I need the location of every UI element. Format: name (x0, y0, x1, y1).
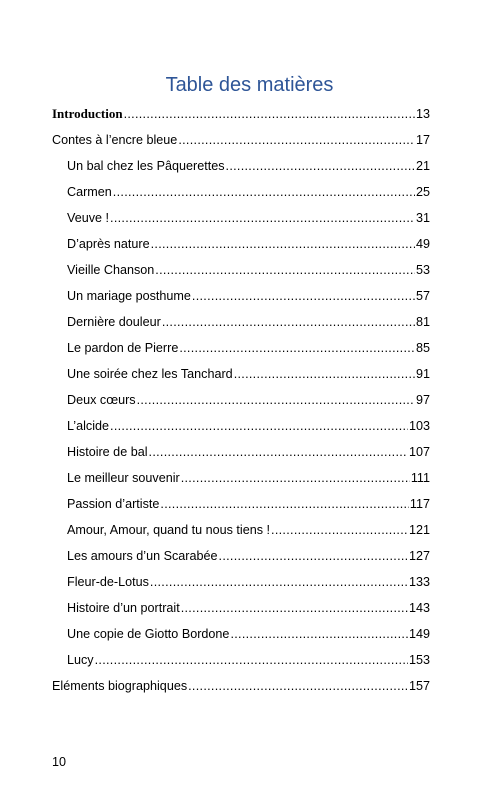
dot-leader (192, 283, 415, 309)
toc-entry-page: 13 (415, 107, 430, 121)
dot-leader (219, 543, 408, 569)
toc-entry (52, 205, 430, 231)
toc-entry-title: Deux cœurs (67, 393, 136, 407)
dot-leader (226, 153, 415, 179)
toc-entry-title: Fleur-de-Lotus (67, 575, 149, 589)
toc-entry-title: Dernière douleur (67, 315, 161, 329)
toc-entry-page: 91 (415, 367, 430, 381)
dot-leader (178, 127, 415, 153)
toc-entry-title: Le pardon de Pierre (67, 341, 179, 355)
toc-entry-page: 121 (408, 523, 430, 537)
toc-entry-title: Un mariage posthume (67, 289, 191, 303)
toc-entry-title: Eléments biographiques (52, 679, 188, 693)
toc-entry-page: 21 (415, 159, 430, 173)
toc-entry-page: 85 (415, 341, 430, 355)
toc-entry (52, 543, 430, 569)
toc-entry-title: Histoire d’un portrait (67, 601, 180, 615)
toc-entry-title: Carmen (67, 185, 112, 199)
toc-entry-page: 153 (408, 653, 430, 667)
toc-entry-title: Veuve ! (67, 211, 110, 225)
dot-leader (188, 673, 408, 699)
toc-entry (52, 621, 430, 647)
toc-entry (52, 231, 430, 257)
dot-leader (181, 465, 410, 491)
toc-entry-title: Histoire de bal (67, 445, 148, 459)
toc-entry (52, 153, 430, 179)
toc-entry (52, 517, 430, 543)
toc-entry-page: 103 (408, 419, 430, 433)
dot-leader (124, 101, 415, 127)
toc-entry-page: 143 (408, 601, 430, 615)
dot-leader (155, 257, 415, 283)
toc-entry-title: L’alcide (67, 419, 110, 433)
toc-entry-title: Amour, Amour, quand tu nous tiens ! (67, 523, 271, 537)
toc-entry-page: 107 (408, 445, 430, 459)
toc-list (52, 101, 430, 699)
toc-entry (52, 361, 430, 387)
toc-entry (52, 335, 430, 361)
toc-entry-page: 57 (415, 289, 430, 303)
toc-entry (52, 179, 430, 205)
dot-leader (113, 179, 415, 205)
toc-entry (52, 283, 430, 309)
toc-entry (52, 127, 430, 153)
toc-entry-page: 81 (415, 315, 430, 329)
dot-leader (110, 413, 408, 439)
toc-entry-page: 25 (415, 185, 430, 199)
toc-entry (52, 647, 430, 673)
dot-leader (110, 205, 415, 231)
dot-leader (162, 309, 415, 335)
toc-entry (52, 101, 430, 127)
toc-entry-title: D’après nature (67, 237, 150, 251)
toc-entry (52, 491, 430, 517)
dot-leader (230, 621, 408, 647)
dot-leader (160, 491, 409, 517)
toc-entry-title: Une soirée chez les Tanchard (67, 367, 233, 381)
toc-entry-page: 127 (408, 549, 430, 563)
toc-entry-title: Vieille Chanson (67, 263, 155, 277)
toc-entry-page: 117 (409, 497, 430, 511)
toc-entry (52, 387, 430, 413)
toc-entry-page: 17 (415, 133, 430, 147)
toc-entry-page: 53 (415, 263, 430, 277)
toc-entry (52, 413, 430, 439)
toc-entry (52, 569, 430, 595)
toc-entry-page: 133 (408, 575, 430, 589)
toc-entry-title: Contes à l’encre bleue (52, 133, 178, 147)
toc-entry-title: Le meilleur souvenir (67, 471, 180, 485)
toc-entry (52, 595, 430, 621)
toc-entry (52, 309, 430, 335)
toc-entry (52, 257, 430, 283)
toc-entry-page: 31 (415, 211, 430, 225)
dot-leader (95, 647, 408, 673)
toc-entry-title: Une copie de Giotto Bordone (67, 627, 230, 641)
dot-leader (234, 361, 415, 387)
toc-entry-page: 149 (408, 627, 430, 641)
toc-entry-page: 111 (410, 471, 430, 485)
toc-entry (52, 465, 430, 491)
toc-entry-title: Passion d’artiste (67, 497, 160, 511)
toc-entry-title: Les amours d’un Scarabée (67, 549, 218, 563)
dot-leader (149, 439, 408, 465)
page-number: 10 (52, 755, 67, 769)
toc-entry-title: Un bal chez les Pâquerettes (67, 159, 225, 173)
toc-entry-title: Lucy (67, 653, 94, 667)
dot-leader (181, 595, 408, 621)
toc-entry-page: 157 (408, 679, 430, 693)
toc-entry-page: 49 (415, 237, 430, 251)
toc-entry-page: 97 (415, 393, 430, 407)
dot-leader (271, 517, 408, 543)
dot-leader (151, 231, 415, 257)
dot-leader (137, 387, 415, 413)
toc-entry-title: Introduction (52, 106, 123, 121)
dot-leader (179, 335, 415, 361)
toc-entry (52, 673, 430, 699)
dot-leader (150, 569, 408, 595)
toc-title: Table des matières (165, 74, 334, 96)
toc-entry (52, 439, 430, 465)
